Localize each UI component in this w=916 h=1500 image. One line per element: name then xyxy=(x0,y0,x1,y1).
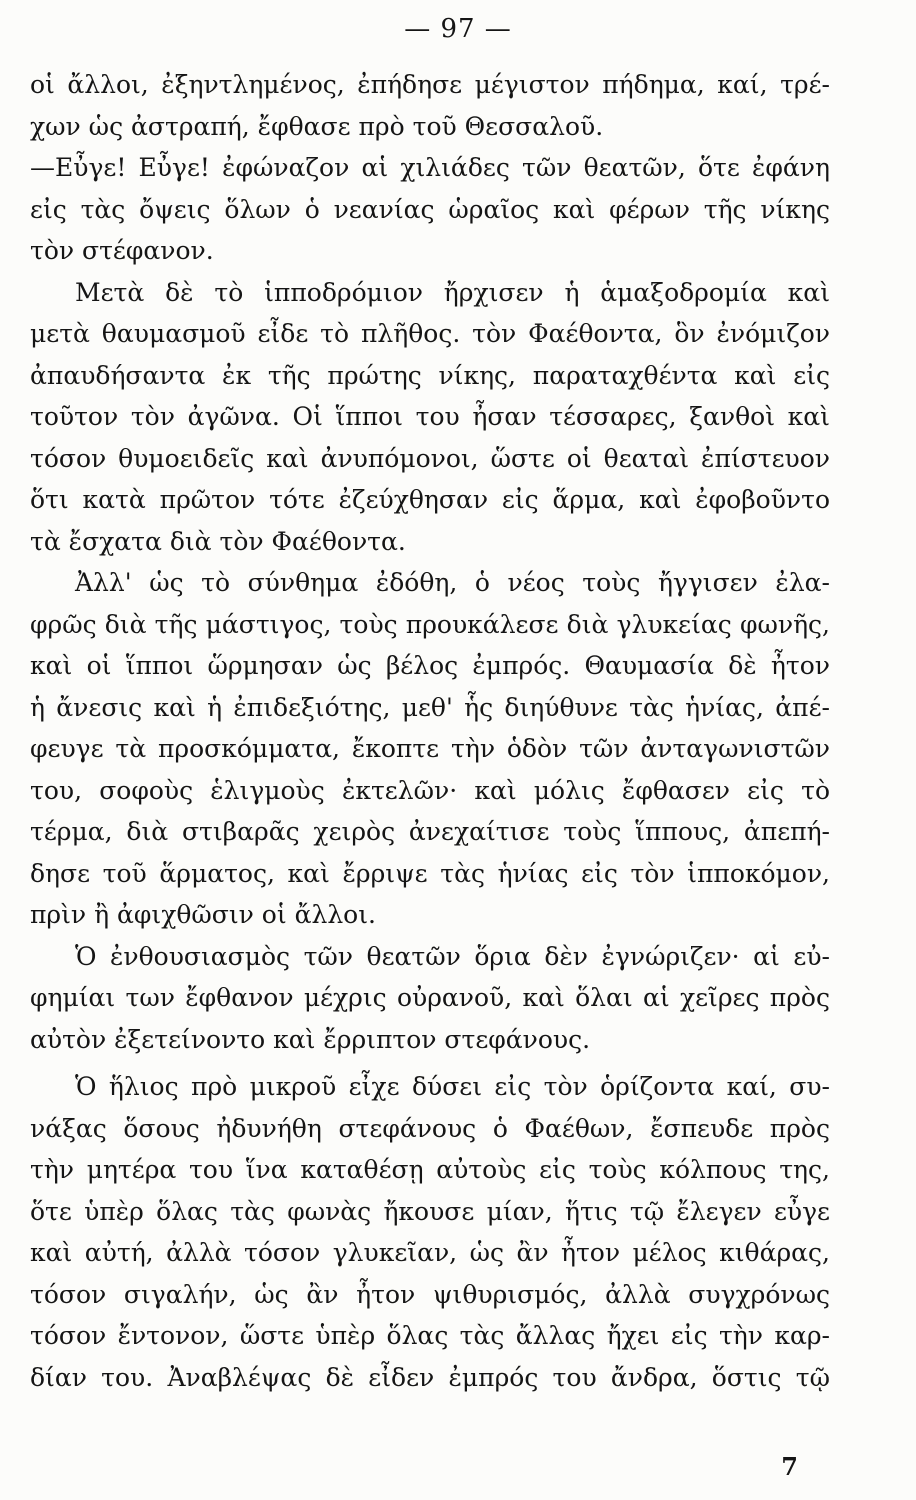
text-line: του, σοφοὺς ἑλιγμοὺς ἐκτελῶν· καὶ μόλις ἔφθασεν εἰς τὸ xyxy=(30,775,830,805)
text-line: τέρμα, διὰ στιβαρᾶς χειρὸς ἀνεχαίτισε τοὺς ἵππους, ἀπεπή- xyxy=(30,817,830,846)
text-line: φημίαι των ἔφθανον μέχρις οὐρανοῦ, καὶ ὅλαι αἱ χεῖρες πρὸς xyxy=(30,983,830,1012)
text-line: χων ὡς ἀστραπή, ἔφθασε πρὸ τοῦ Θεσσαλοῦ. xyxy=(30,111,604,141)
text-line: ὅτε ὑπὲρ ὅλας τὰς φωνὰς ἤκουσε μίαν, ἥτις τῷ ἔλεγεν εὖγε xyxy=(30,1196,830,1226)
text-line: ὅτι κατὰ πρῶτον τότε ἐζεύχθησαν εἰς ἅρμα, καὶ ἐφοβοῦντο xyxy=(30,485,830,514)
text-line: Ἀλλ' ὡς τὸ σύνθημα ἐδόθη, ὁ νέος τοὺς ἤγγισεν ἐλα- xyxy=(75,568,830,597)
text-block-2 xyxy=(30,1066,830,1398)
text-line: φευγε τὰ προσκόμματα, ἔκοπτε τὴν ὁδὸν τῶν ἀνταγωνιστῶν xyxy=(30,734,830,763)
text-line: Ὁ ἐνθουσιασμὸς τῶν θεατῶν ὅρια δὲν ἐγνώριζεν· αἱ εὐ- xyxy=(75,941,830,971)
text-line: ἀπαυδήσαντα ἐκ τῆς πρώτης νίκης, παραταχθέντα καὶ εἰς xyxy=(30,360,830,390)
text-line: τόσον σιγαλήν, ὡς ἂν ἦτον ψιθυρισμός, ἀλλὰ συγχρόνως xyxy=(30,1279,830,1309)
text-line: τόσον ἔντονον, ὥστε ὑπὲρ ὅλας τὰς ἄλλας ἤχει εἰς τὴν καρ- xyxy=(30,1321,830,1350)
text-line: αὐτὸν ἐξετείνοντο καὶ ἔρριπτον στεφάνους. xyxy=(30,1024,591,1054)
text-line: μετὰ θαυμασμοῦ εἶδε τὸ πλῆθος. τὸν Φαέθοντα, ὃν ἐνόμιζον xyxy=(30,319,830,348)
text-line: Μετὰ δὲ τὸ ἱπποδρόμιον ἤρχισεν ἡ ἁμαξοδρομία καὶ xyxy=(75,277,830,307)
text-line: τὴν μητέρα του ἵνα καταθέσῃ αὐτοὺς εἰς τοὺς κόλπους της, xyxy=(30,1155,830,1184)
text-line: —Εὖγε! Εὖγε! ἐφώναζον αἱ χιλιάδες τῶν θεατῶν, ὅτε ἐφάνη xyxy=(30,153,830,182)
signature-mark: 7 xyxy=(781,1452,798,1481)
text-line: τὰ ἔσχατα διὰ τὸν Φαέθοντα. xyxy=(30,526,406,556)
text-line: καὶ οἱ ἵπποι ὥρμησαν ὡς βέλος ἐμπρός. Θαυμασία δὲ ἦτον xyxy=(30,651,830,680)
text-line: οἱ ἄλλοι, ἐξηντλημένος, ἐπήδησε μέγιστον πήδημα, καί, τρέ- xyxy=(30,70,830,99)
text-line: καὶ αὐτή, ἀλλὰ τόσον γλυκεῖαν, ὡς ἂν ἦτον μέλος κιθάρας, xyxy=(30,1238,830,1267)
text-line: εἰς τὰς ὄψεις ὅλων ὁ νεανίας ὡραῖος καὶ φέρων τῆς νίκης xyxy=(30,194,830,224)
text-line: φρῶς διὰ τῆς μάστιγος, τοὺς προυκάλεσε διὰ γλυκείας φωνῆς, xyxy=(30,609,830,639)
text-line: δησε τοῦ ἅρματος, καὶ ἔρριψε τὰς ἡνίας εἰς τὸν ἱπποκόμον, xyxy=(30,858,830,888)
text-line: τὸν στέφανον. xyxy=(30,236,214,265)
text-line: τοῦτον τὸν ἀγῶνα. Οἱ ἵπποι του ἦσαν τέσσαρες, ξανθοὶ καὶ xyxy=(30,402,830,431)
text-line: νάξας ὅσους ἠδυνήθη στεφάνους ὁ Φαέθων, ἔσπευδε πρὸς xyxy=(30,1113,830,1143)
text-line: πρὶν ἢ ἀφιχθῶσιν οἱ ἄλλοι. xyxy=(30,900,376,929)
text-block-1 xyxy=(30,64,830,1060)
text-line: Ὁ ἥλιος πρὸ μικροῦ εἶχε δύσει εἰς τὸν ὁρίζοντα καί, συ- xyxy=(75,1072,830,1101)
text-line: ἡ ἄνεσις καὶ ἡ ἐπιδεξιότης, μεθ' ἧς διηύθυνε τὰς ἡνίας, ἀπέ- xyxy=(30,692,830,722)
text-line: δίαν του. Ἀναβλέψας δὲ εἶδεν ἐμπρός του ἄνδρα, ὅστις τῷ xyxy=(30,1362,830,1392)
page-number: — 97 — xyxy=(404,14,512,44)
text-line: τόσον θυμοειδεῖς καὶ ἀνυπόμονοι, ὥστε οἱ θεαταὶ ἐπίστευον xyxy=(30,443,830,473)
